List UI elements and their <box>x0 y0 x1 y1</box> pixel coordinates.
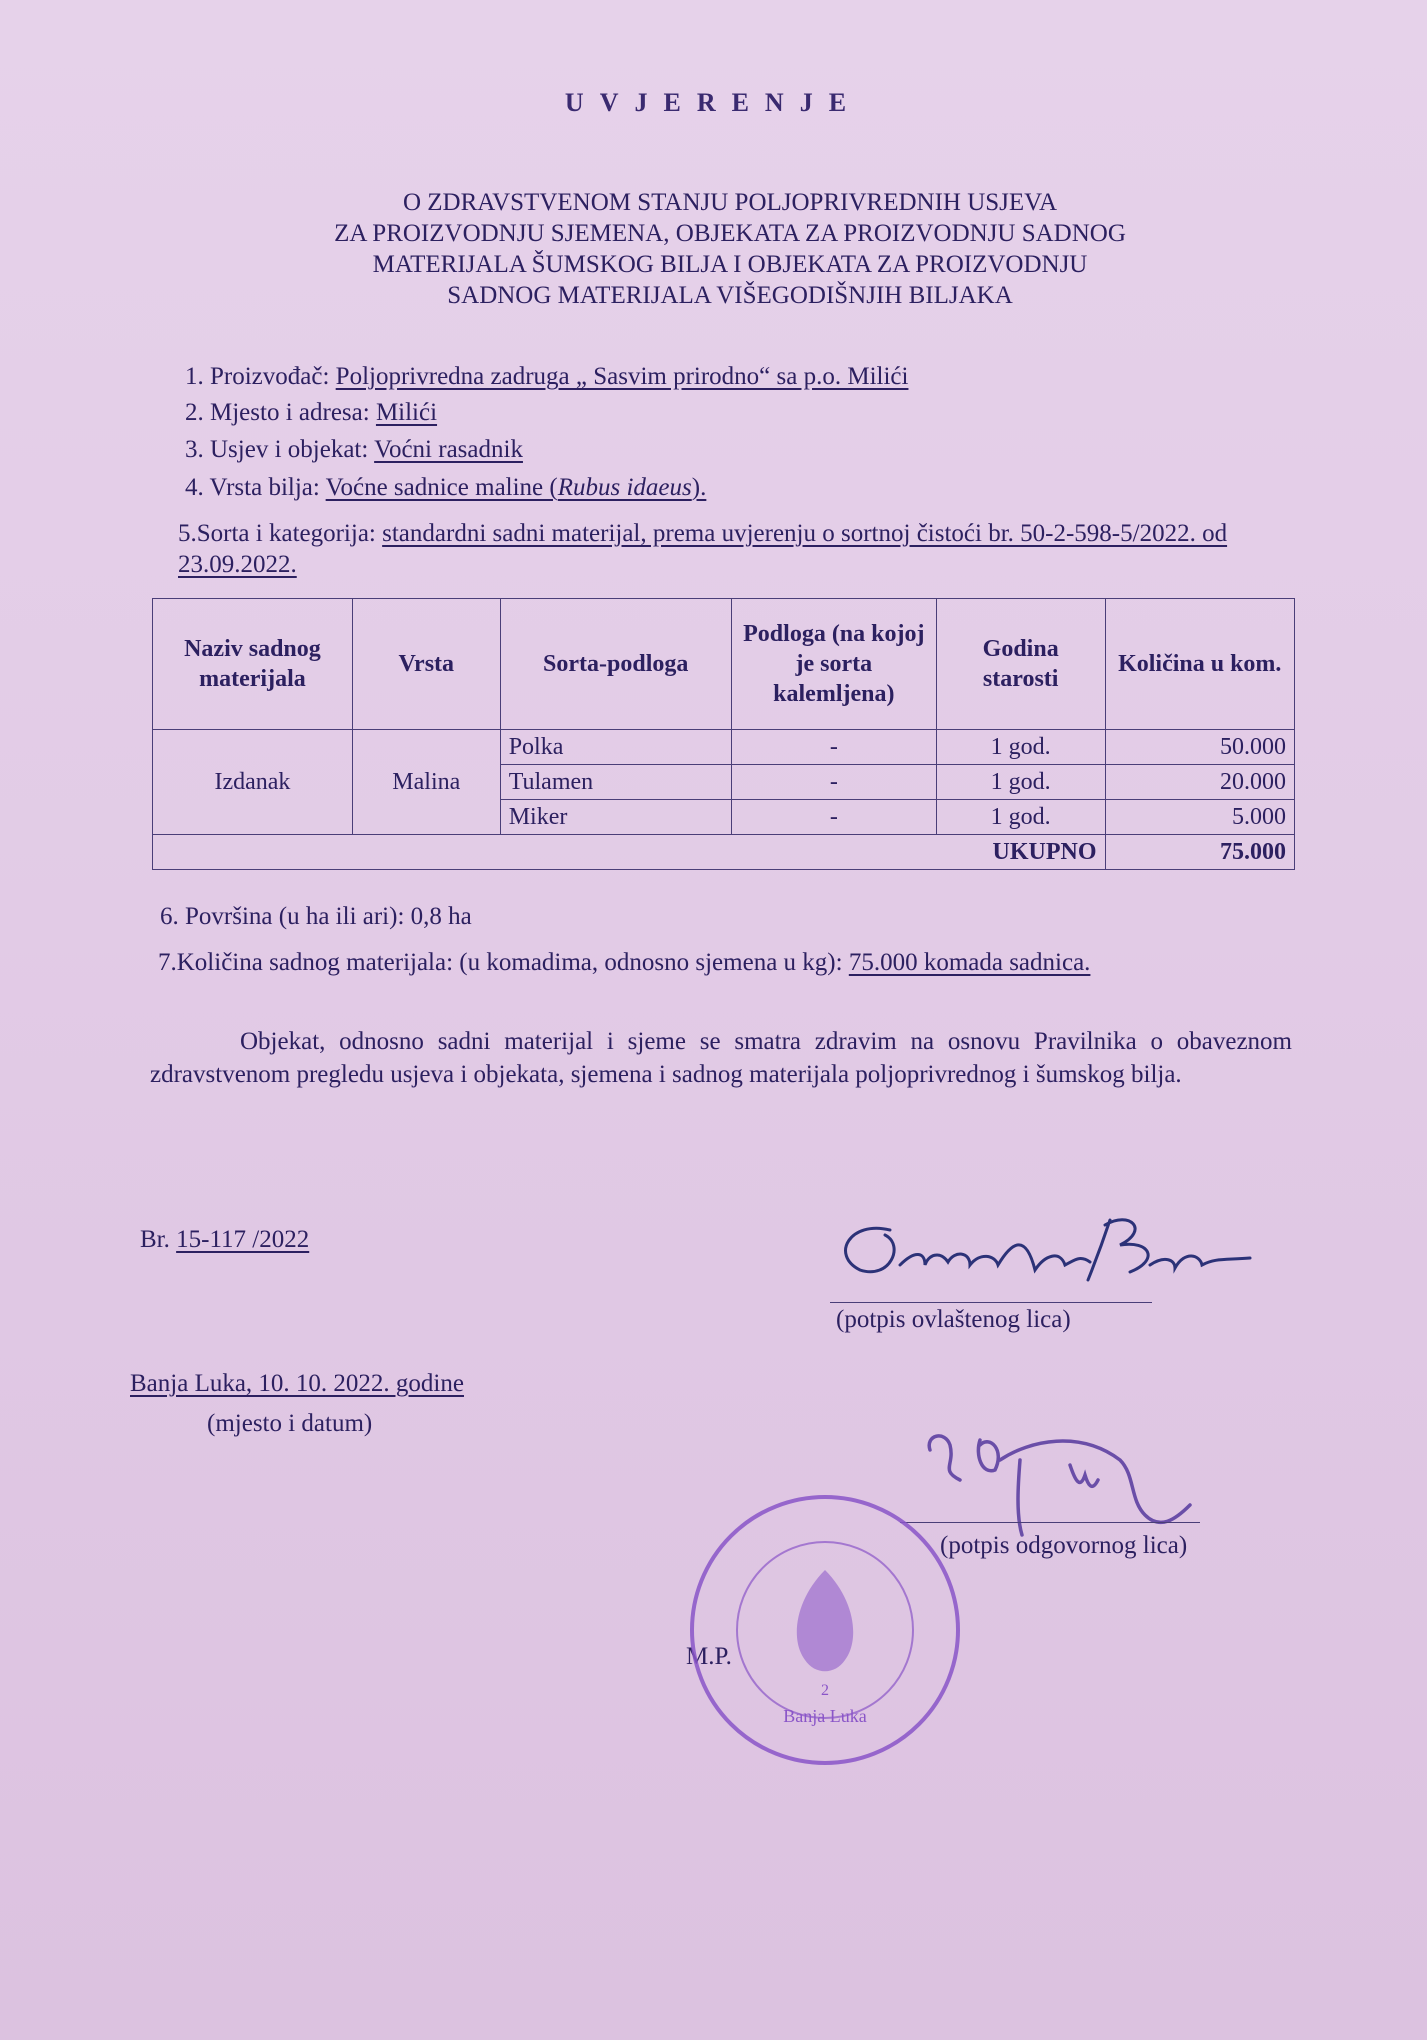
header-cell: Podloga (na kojoj je sorta kalemljena) <box>731 599 936 730</box>
field-value: standardni sadni materijal, prema uvjerenju o sortnoj čistoći br. 50-2-598-5/2022. od 23.09.2022. <box>178 520 1228 578</box>
rootstock-cell: - <box>731 800 936 835</box>
mp-label: M.P. <box>686 1643 732 1670</box>
document-title: UVJERENJE <box>564 88 863 117</box>
official-stamp <box>685 1490 965 1770</box>
field-value: Milići <box>375 399 438 426</box>
rootstock-cell: - <box>731 765 936 800</box>
species-cell: Malina <box>352 730 500 835</box>
age-cell: 1 god. <box>936 765 1105 800</box>
field-crop <box>185 436 523 464</box>
variety-cell: Tulamen <box>500 765 731 800</box>
place-date-caption: (mjesto i datum) <box>207 1410 373 1437</box>
header-cell: Sorta-podloga <box>500 599 731 730</box>
signature-authorized <box>830 1210 1260 1300</box>
header-cell: Naziv sadnog materijala <box>153 599 353 730</box>
quantity-cell: 20.000 <box>1105 765 1295 800</box>
document-subtitle <box>200 187 1260 311</box>
quantity-cell: 5.000 <box>1105 800 1295 835</box>
number-label: Br. <box>140 1226 170 1253</box>
field-value: 75.000 komada sadnica. <box>848 949 1091 976</box>
rootstock-cell: - <box>731 730 936 765</box>
document-number <box>140 1226 309 1254</box>
field-species <box>185 474 706 502</box>
table-header-row <box>153 599 1295 730</box>
header-cell: Vrsta <box>352 599 500 730</box>
variety-cell: Miker <box>500 800 731 835</box>
field-value: Poljoprivredna zadruga „ Sasvim prirodno“ sa p.o. Milići <box>335 363 909 390</box>
field-label: 5.Sorta i kategorija: <box>178 520 376 547</box>
signature1-caption: (potpis ovlaštenog lica) <box>836 1306 1071 1333</box>
field-producer <box>185 363 908 391</box>
field-value: Voćni rasadnik <box>374 436 523 463</box>
header-cell: Količina u kom. <box>1105 599 1295 730</box>
field-label: 1. Proizvođač: <box>185 363 330 390</box>
subtitle-line: O ZDRAVSTVENOM STANJU POLJOPRIVREDNIH USJEVA <box>402 189 1058 216</box>
field-amount <box>158 949 1090 977</box>
number-value: 15-117 /2022 <box>176 1226 310 1253</box>
place-date-value: Banja Luka, 10. 10. 2022. godine <box>130 1370 464 1397</box>
field-label: 3. Usjev i objekat: <box>185 436 369 463</box>
quantity-cell: 50.000 <box>1105 730 1295 765</box>
field-label: 2. Mjesto i adresa: <box>185 399 370 426</box>
field-label: 7.Količina sadnog materijala: (u komadima, odnosno sjemena u kg): <box>158 949 843 976</box>
statement-text: Objekat, odnosno sadni materijal i sjeme se smatra zdravim na osnovu Pravilnika o obaveznom zdravstvenom pregledu usjeva i objekata, sjemena i sadnog materijala poljoprivrednog i šumskog bilja. <box>150 1028 1292 1088</box>
age-cell: 1 god. <box>936 730 1105 765</box>
place-date <box>130 1370 464 1398</box>
species-text: Voćne sadnice maline ( <box>325 474 558 501</box>
health-statement <box>150 1025 1292 1091</box>
field-label: 6. Površina (u ha ili ari): <box>160 903 405 930</box>
field-value: 0,8 ha <box>410 903 472 930</box>
total-label: UKUPNO <box>153 835 1106 870</box>
species-latin: Rubus idaeus <box>557 474 692 501</box>
field-value <box>326 474 707 501</box>
header-cell: Godina starosti <box>936 599 1105 730</box>
field-area <box>160 903 472 931</box>
total-value: 75.000 <box>1105 835 1295 870</box>
field-variety <box>178 518 1268 580</box>
material-name-cell: Izdanak <box>153 730 353 835</box>
subtitle-line: SADNOG MATERIJALA VIŠEGODIŠNJIH BILJAKA <box>447 282 1013 309</box>
field-place <box>185 399 437 427</box>
signature-line <box>830 1302 1152 1303</box>
subtitle-line: MATERIJALA ŠUMSKOG BILJA I OBJEKATA ZA PROIZVODNJU <box>372 251 1088 278</box>
species-text-end: ). <box>691 474 707 501</box>
field-label: 4. Vrsta bilja: <box>185 474 320 501</box>
age-cell: 1 god. <box>936 800 1105 835</box>
svg-text:2: 2 <box>821 1682 829 1699</box>
variety-cell: Polka <box>500 730 731 765</box>
table-row <box>153 730 1295 765</box>
signature2-caption: (potpis odgovornog lica) <box>940 1532 1188 1559</box>
subtitle-line: ZA PROIZVODNJU SJEMENA, OBJEKATA ZA PROIZVODNJU SADNOG <box>334 220 1126 247</box>
table-total-row <box>153 835 1295 870</box>
material-table <box>152 598 1295 870</box>
svg-text:Banja Luka: Banja Luka <box>783 1706 867 1726</box>
